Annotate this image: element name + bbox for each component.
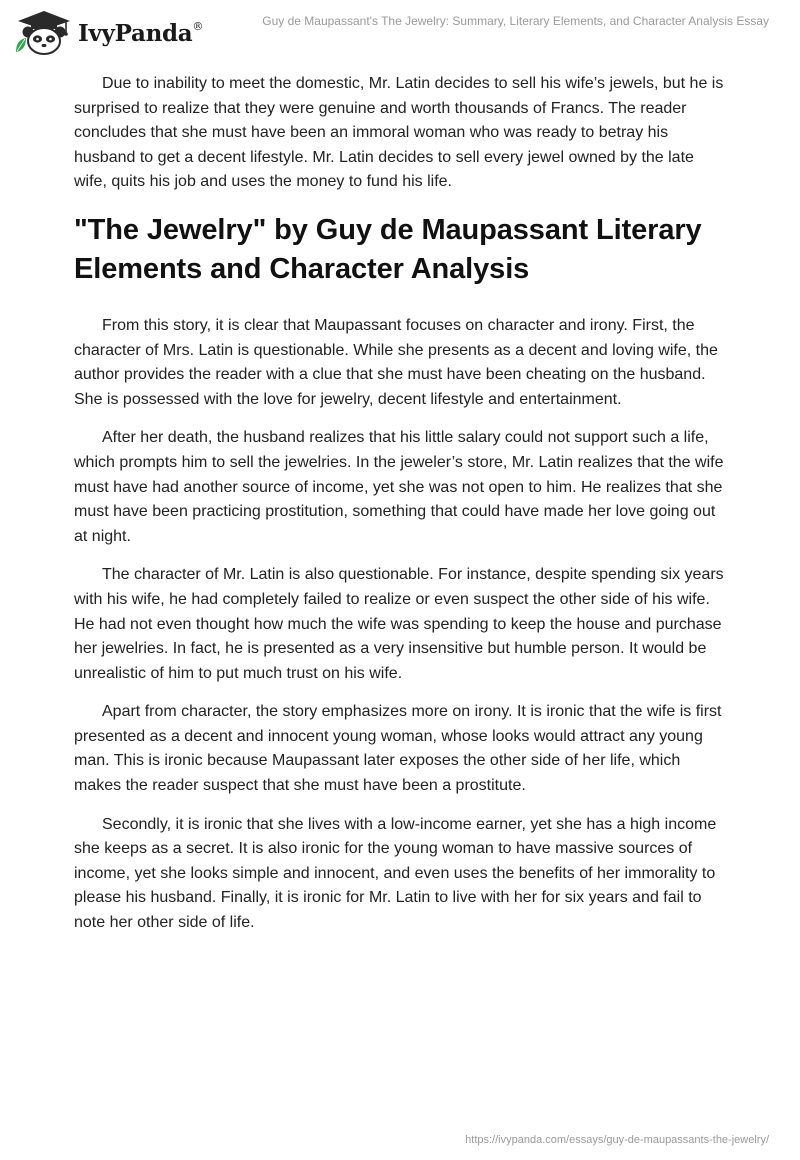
essay-body bbox=[74, 72, 729, 950]
body-paragraph: After her death, the husband realizes that his little salary could not support such a life, which prompts him to sell the jewelries. In the jeweler’s store, Mr. Latin realizes that the wife must have had another source of income, yet she was not open to him. He realizes that she must have been practicing prostitution, something that could have made her love going out at night. bbox=[74, 429, 724, 545]
source-url[interactable]: https://ivypanda.com/essays/guy-de-maupassants-the-jewelry/ bbox=[465, 1134, 769, 1146]
page-header bbox=[0, 0, 800, 70]
body-paragraph: The character of Mr. Latin is also questionable. For instance, despite spending six years with his wife, he had completely failed to realize or even suspect the other side of his wife. He had not even thought how much the wife was spending to keep the house and purchase her jewelries. In fact, he is presented as a very insensitive but humble person. It would be unrealistic of him to put much trust on his wife. bbox=[74, 566, 724, 682]
document-title: Guy de Maupassant's The Jewelry: Summary, Literary Elements, and Character Analysis Essay bbox=[262, 14, 769, 28]
registered-mark: ® bbox=[192, 19, 204, 33]
section-heading: "The Jewelry" by Guy de Maupassant Literary Elements and Character Analysis bbox=[74, 213, 702, 285]
body-paragraph: Secondly, it is ironic that she lives with a low-income earner, yet she has a high income she keeps as a secret. It is also ironic for the young woman to have massive sources of income, yet she looks simple and innocent, and even uses the benefits of her immorality to please his husband. Finally, it is ironic for Mr. Latin to live with her for six years and fail to note her other side of life. bbox=[74, 815, 717, 932]
panda-graduation-cap-icon bbox=[12, 8, 76, 58]
ivypanda-logo[interactable] bbox=[12, 8, 203, 58]
intro-paragraph: Due to inability to meet the domestic, Mr. Latin decides to sell his wife’s jewels, but he is surprised to realize that they were genuine and worth thousands of Francs. The reader concludes that she must have been an immoral woman who was ready to betray his husband to get a decent lifestyle. Mr. Latin decides to sell every jewel owned by the late wife, quits his job and uses the money to fund his life. bbox=[74, 75, 724, 191]
body-paragraph: Apart from character, the story emphasizes more on irony. It is ironic that the wife is first presented as a decent and innocent young woman, whose looks would attract any young man. This is ironic because Maupassant later exposes the other side of her life, which makes the reader suspect that she must have been a prostitute. bbox=[74, 703, 722, 795]
brand-name: IvyPanda® bbox=[78, 19, 204, 47]
body-paragraph: From this story, it is clear that Maupassant focuses on character and irony. First, the character of Mrs. Latin is questionable. While she presents as a decent and loving wife, the author provides the reader with a clue that she must have been cheating on the husband. She is possessed with the love for jewelry, decent lifestyle and entertainment. bbox=[74, 316, 718, 408]
